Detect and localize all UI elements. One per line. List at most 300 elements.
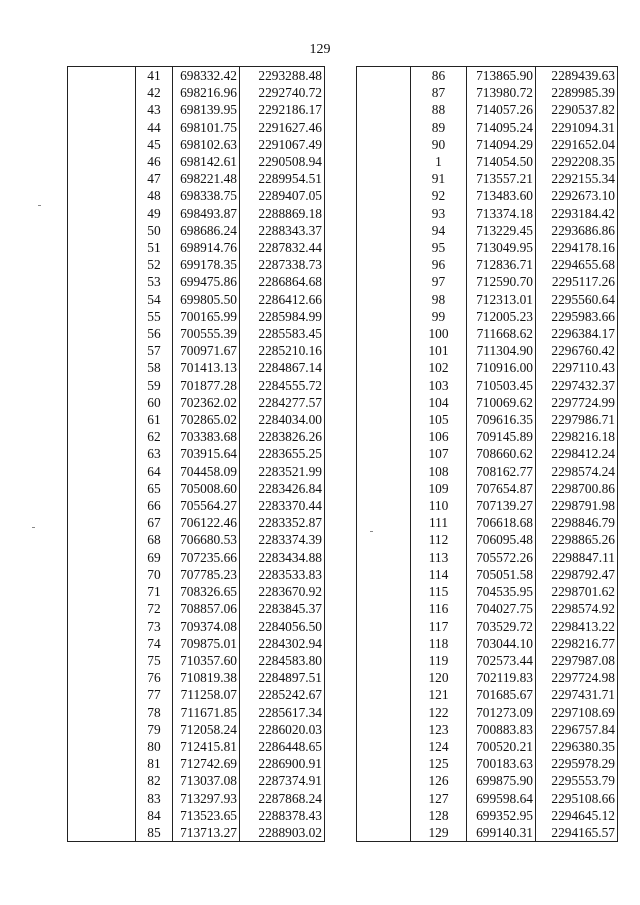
x-coordinate: 703044.10	[467, 635, 536, 652]
x-coordinate: 712415.81	[173, 738, 240, 755]
table-row	[68, 583, 325, 600]
point-number: 101	[411, 342, 467, 359]
blank-cell	[357, 101, 411, 118]
table-row	[357, 790, 618, 807]
y-coordinate: 2297987.08	[536, 652, 618, 669]
blank-cell	[68, 170, 136, 187]
table-row	[357, 136, 618, 153]
y-coordinate: 2285242.67	[240, 686, 325, 703]
coordinates-table-right	[356, 66, 618, 842]
point-number: 129	[411, 824, 467, 842]
y-coordinate: 2287832.44	[240, 239, 325, 256]
table-row	[357, 514, 618, 531]
x-coordinate: 710069.62	[467, 394, 536, 411]
point-number: 115	[411, 583, 467, 600]
blank-cell	[68, 618, 136, 635]
y-coordinate: 2297431.71	[536, 686, 618, 703]
point-number: 71	[136, 583, 173, 600]
table-row	[68, 170, 325, 187]
y-coordinate: 2298574.24	[536, 463, 618, 480]
y-coordinate: 2292673.10	[536, 187, 618, 204]
blank-cell	[357, 652, 411, 669]
blank-cell	[68, 738, 136, 755]
point-number: 50	[136, 222, 173, 239]
x-coordinate: 700883.83	[467, 721, 536, 738]
x-coordinate: 713713.27	[173, 824, 240, 842]
point-number: 70	[136, 566, 173, 583]
blank-cell	[68, 205, 136, 222]
table-row	[357, 359, 618, 376]
table-row	[68, 187, 325, 204]
blank-cell	[68, 480, 136, 497]
point-number: 44	[136, 119, 173, 136]
blank-cell	[68, 308, 136, 325]
x-coordinate: 711668.62	[467, 325, 536, 342]
table-row	[68, 635, 325, 652]
table-row	[68, 119, 325, 136]
table-row	[357, 342, 618, 359]
table-row	[357, 738, 618, 755]
blank-cell	[68, 824, 136, 842]
table-row	[68, 463, 325, 480]
point-number: 57	[136, 342, 173, 359]
x-coordinate: 698101.75	[173, 119, 240, 136]
y-coordinate: 2286864.68	[240, 273, 325, 290]
table-row	[68, 566, 325, 583]
x-coordinate: 714094.29	[467, 136, 536, 153]
x-coordinate: 711304.90	[467, 342, 536, 359]
x-coordinate: 703383.68	[173, 428, 240, 445]
point-number: 108	[411, 463, 467, 480]
y-coordinate: 2292186.17	[240, 101, 325, 118]
blank-cell	[357, 531, 411, 548]
table-row	[357, 411, 618, 428]
point-number: 116	[411, 600, 467, 617]
y-coordinate: 2283826.26	[240, 428, 325, 445]
table-row	[357, 428, 618, 445]
point-number: 96	[411, 256, 467, 273]
x-coordinate: 702865.02	[173, 411, 240, 428]
point-number: 107	[411, 445, 467, 462]
point-number: 53	[136, 273, 173, 290]
point-number: 126	[411, 772, 467, 789]
point-number: 82	[136, 772, 173, 789]
blank-cell	[357, 738, 411, 755]
point-number: 81	[136, 755, 173, 772]
y-coordinate: 2292155.34	[536, 170, 618, 187]
x-coordinate: 698221.48	[173, 170, 240, 187]
table-row	[68, 600, 325, 617]
y-coordinate: 2291067.49	[240, 136, 325, 153]
x-coordinate: 705564.27	[173, 497, 240, 514]
blank-cell	[68, 411, 136, 428]
table-row	[357, 531, 618, 548]
point-number: 66	[136, 497, 173, 514]
y-coordinate: 2283655.25	[240, 445, 325, 462]
table-row	[68, 704, 325, 721]
y-coordinate: 2298847.11	[536, 549, 618, 566]
x-coordinate: 714095.24	[467, 119, 536, 136]
blank-cell	[68, 222, 136, 239]
table-row	[68, 136, 325, 153]
y-coordinate: 2295108.66	[536, 790, 618, 807]
point-number: 78	[136, 704, 173, 721]
y-coordinate: 2298413.22	[536, 618, 618, 635]
x-coordinate: 700165.99	[173, 308, 240, 325]
x-coordinate: 701685.67	[467, 686, 536, 703]
table-row	[357, 170, 618, 187]
y-coordinate: 2284277.57	[240, 394, 325, 411]
y-coordinate: 2289954.51	[240, 170, 325, 187]
y-coordinate: 2285210.16	[240, 342, 325, 359]
table-row	[357, 377, 618, 394]
blank-cell	[357, 497, 411, 514]
point-number: 80	[136, 738, 173, 755]
point-number: 74	[136, 635, 173, 652]
y-coordinate: 2294165.57	[536, 824, 618, 842]
x-coordinate: 699875.90	[467, 772, 536, 789]
y-coordinate: 2298792.47	[536, 566, 618, 583]
point-number: 127	[411, 790, 467, 807]
y-coordinate: 2297986.71	[536, 411, 618, 428]
blank-cell	[68, 291, 136, 308]
table-row	[357, 205, 618, 222]
table-row	[357, 583, 618, 600]
y-coordinate: 2290537.82	[536, 101, 618, 118]
y-coordinate: 2284583.80	[240, 652, 325, 669]
blank-cell	[357, 153, 411, 170]
y-coordinate: 2294645.12	[536, 807, 618, 824]
y-coordinate: 2284034.00	[240, 411, 325, 428]
y-coordinate: 2298865.26	[536, 531, 618, 548]
x-coordinate: 705051.58	[467, 566, 536, 583]
x-coordinate: 699140.31	[467, 824, 536, 842]
point-number: 84	[136, 807, 173, 824]
x-coordinate: 698493.87	[173, 205, 240, 222]
x-coordinate: 714054.50	[467, 153, 536, 170]
point-number: 122	[411, 704, 467, 721]
table-row	[357, 308, 618, 325]
x-coordinate: 701273.09	[467, 704, 536, 721]
scan-speck	[32, 527, 35, 528]
blank-cell	[357, 704, 411, 721]
y-coordinate: 2289985.39	[536, 84, 618, 101]
y-coordinate: 2289439.63	[536, 67, 618, 85]
x-coordinate: 707654.87	[467, 480, 536, 497]
y-coordinate: 2284302.94	[240, 635, 325, 652]
blank-cell	[357, 411, 411, 428]
y-coordinate: 2293184.42	[536, 205, 618, 222]
x-coordinate: 700971.67	[173, 342, 240, 359]
point-number: 112	[411, 531, 467, 548]
table-row	[357, 291, 618, 308]
x-coordinate: 707235.66	[173, 549, 240, 566]
x-coordinate: 711258.07	[173, 686, 240, 703]
y-coordinate: 2283845.37	[240, 600, 325, 617]
table-row	[68, 291, 325, 308]
x-coordinate: 706680.53	[173, 531, 240, 548]
point-number: 64	[136, 463, 173, 480]
y-coordinate: 2285984.99	[240, 308, 325, 325]
table-row	[357, 549, 618, 566]
x-coordinate: 712058.24	[173, 721, 240, 738]
table-row	[68, 101, 325, 118]
table-row	[68, 618, 325, 635]
x-coordinate: 704458.09	[173, 463, 240, 480]
y-coordinate: 2295978.29	[536, 755, 618, 772]
blank-cell	[357, 222, 411, 239]
table-row	[357, 222, 618, 239]
blank-cell	[68, 755, 136, 772]
x-coordinate: 701413.13	[173, 359, 240, 376]
x-coordinate: 713523.65	[173, 807, 240, 824]
x-coordinate: 705008.60	[173, 480, 240, 497]
point-number: 58	[136, 359, 173, 376]
x-coordinate: 708660.62	[467, 445, 536, 462]
y-coordinate: 2291094.31	[536, 119, 618, 136]
table-row	[68, 342, 325, 359]
blank-cell	[68, 807, 136, 824]
point-number: 56	[136, 325, 173, 342]
y-coordinate: 2287338.73	[240, 256, 325, 273]
point-number: 85	[136, 824, 173, 842]
y-coordinate: 2286448.65	[240, 738, 325, 755]
blank-cell	[357, 721, 411, 738]
blank-cell	[357, 618, 411, 635]
x-coordinate: 708326.65	[173, 583, 240, 600]
blank-cell	[357, 239, 411, 256]
table-row	[357, 101, 618, 118]
y-coordinate: 2288903.02	[240, 824, 325, 842]
point-number: 47	[136, 170, 173, 187]
table-row	[68, 738, 325, 755]
blank-cell	[357, 583, 411, 600]
point-number: 98	[411, 291, 467, 308]
blank-cell	[68, 635, 136, 652]
blank-cell	[357, 772, 411, 789]
blank-cell	[68, 273, 136, 290]
point-number: 77	[136, 686, 173, 703]
y-coordinate: 2290508.94	[240, 153, 325, 170]
y-coordinate: 2286900.91	[240, 755, 325, 772]
table-row	[68, 721, 325, 738]
blank-cell	[68, 377, 136, 394]
table-row	[357, 394, 618, 411]
y-coordinate: 2284867.14	[240, 359, 325, 376]
table-row	[68, 273, 325, 290]
x-coordinate: 712836.71	[467, 256, 536, 273]
point-number: 41	[136, 67, 173, 85]
blank-cell	[68, 549, 136, 566]
table-row	[357, 480, 618, 497]
blank-cell	[357, 67, 411, 85]
table-row	[357, 755, 618, 772]
blank-cell	[68, 686, 136, 703]
y-coordinate: 2284897.51	[240, 669, 325, 686]
y-coordinate: 2291652.04	[536, 136, 618, 153]
blank-cell	[357, 549, 411, 566]
blank-cell	[68, 514, 136, 531]
table-row	[357, 67, 618, 85]
table-row	[357, 256, 618, 273]
x-coordinate: 698914.76	[173, 239, 240, 256]
point-number: 49	[136, 205, 173, 222]
y-coordinate: 2284555.72	[240, 377, 325, 394]
x-coordinate: 713037.08	[173, 772, 240, 789]
point-number: 60	[136, 394, 173, 411]
x-coordinate: 712590.70	[467, 273, 536, 290]
table-row	[68, 824, 325, 842]
x-coordinate: 712742.69	[173, 755, 240, 772]
blank-cell	[357, 807, 411, 824]
y-coordinate: 2284056.50	[240, 618, 325, 635]
x-coordinate: 709875.01	[173, 635, 240, 652]
blank-cell	[357, 824, 411, 842]
point-number: 79	[136, 721, 173, 738]
point-number: 104	[411, 394, 467, 411]
table-row	[357, 669, 618, 686]
blank-cell	[357, 394, 411, 411]
blank-cell	[68, 136, 136, 153]
point-number: 55	[136, 308, 173, 325]
point-number: 46	[136, 153, 173, 170]
blank-cell	[68, 721, 136, 738]
y-coordinate: 2293686.86	[536, 222, 618, 239]
x-coordinate: 704535.95	[467, 583, 536, 600]
y-coordinate: 2297432.37	[536, 377, 618, 394]
y-coordinate: 2283670.92	[240, 583, 325, 600]
x-coordinate: 700555.39	[173, 325, 240, 342]
point-number: 113	[411, 549, 467, 566]
x-coordinate: 702573.44	[467, 652, 536, 669]
blank-cell	[357, 273, 411, 290]
table-row	[357, 84, 618, 101]
blank-cell	[357, 755, 411, 772]
y-coordinate: 2298791.98	[536, 497, 618, 514]
table-row	[68, 67, 325, 85]
x-coordinate: 698102.63	[173, 136, 240, 153]
table-row	[68, 153, 325, 170]
blank-cell	[357, 205, 411, 222]
y-coordinate: 2295553.79	[536, 772, 618, 789]
point-number: 94	[411, 222, 467, 239]
blank-cell	[357, 480, 411, 497]
point-number: 124	[411, 738, 467, 755]
table-row	[357, 600, 618, 617]
table-row	[68, 359, 325, 376]
x-coordinate: 704027.75	[467, 600, 536, 617]
x-coordinate: 711671.85	[173, 704, 240, 721]
blank-cell	[68, 119, 136, 136]
table-row	[357, 153, 618, 170]
blank-cell	[357, 669, 411, 686]
y-coordinate: 2296380.35	[536, 738, 618, 755]
point-number: 88	[411, 101, 467, 118]
point-number: 48	[136, 187, 173, 204]
point-number: 119	[411, 652, 467, 669]
table-row	[357, 721, 618, 738]
table-row	[68, 497, 325, 514]
blank-cell	[357, 359, 411, 376]
x-coordinate: 698338.75	[173, 187, 240, 204]
table-row	[68, 755, 325, 772]
table-row	[68, 239, 325, 256]
y-coordinate: 2298846.79	[536, 514, 618, 531]
y-coordinate: 2296757.84	[536, 721, 618, 738]
y-coordinate: 2287868.24	[240, 790, 325, 807]
table-row	[357, 325, 618, 342]
blank-cell	[68, 325, 136, 342]
y-coordinate: 2298574.92	[536, 600, 618, 617]
point-number: 118	[411, 635, 467, 652]
point-number: 63	[136, 445, 173, 462]
point-number: 65	[136, 480, 173, 497]
point-number: 91	[411, 170, 467, 187]
y-coordinate: 2283521.99	[240, 463, 325, 480]
point-number: 62	[136, 428, 173, 445]
y-coordinate: 2288378.43	[240, 807, 325, 824]
y-coordinate: 2298412.24	[536, 445, 618, 462]
blank-cell	[68, 445, 136, 462]
blank-cell	[357, 635, 411, 652]
table-row	[68, 222, 325, 239]
point-number: 121	[411, 686, 467, 703]
y-coordinate: 2298700.86	[536, 480, 618, 497]
y-coordinate: 2292740.72	[240, 84, 325, 101]
y-coordinate: 2292208.35	[536, 153, 618, 170]
x-coordinate: 707785.23	[173, 566, 240, 583]
table-row	[68, 325, 325, 342]
y-coordinate: 2283434.88	[240, 549, 325, 566]
blank-cell	[68, 394, 136, 411]
x-coordinate: 698139.95	[173, 101, 240, 118]
point-number: 87	[411, 84, 467, 101]
blank-cell	[68, 704, 136, 721]
x-coordinate: 713980.72	[467, 84, 536, 101]
point-number: 69	[136, 549, 173, 566]
table-row	[357, 635, 618, 652]
blank-cell	[68, 566, 136, 583]
x-coordinate: 713049.95	[467, 239, 536, 256]
table-row	[68, 445, 325, 462]
blank-cell	[357, 308, 411, 325]
x-coordinate: 709374.08	[173, 618, 240, 635]
point-number: 86	[411, 67, 467, 85]
x-coordinate: 709616.35	[467, 411, 536, 428]
x-coordinate: 699475.86	[173, 273, 240, 290]
blank-cell	[68, 187, 136, 204]
blank-cell	[357, 136, 411, 153]
y-coordinate: 2295560.64	[536, 291, 618, 308]
blank-cell	[357, 445, 411, 462]
y-coordinate: 2285583.45	[240, 325, 325, 342]
y-coordinate: 2296760.42	[536, 342, 618, 359]
x-coordinate: 699178.35	[173, 256, 240, 273]
table-row	[68, 686, 325, 703]
x-coordinate: 706618.68	[467, 514, 536, 531]
table-row	[357, 239, 618, 256]
blank-cell	[357, 463, 411, 480]
table-row	[68, 411, 325, 428]
point-number: 106	[411, 428, 467, 445]
point-number: 123	[411, 721, 467, 738]
point-number: 99	[411, 308, 467, 325]
point-number: 45	[136, 136, 173, 153]
table-row	[357, 497, 618, 514]
x-coordinate: 698142.61	[173, 153, 240, 170]
point-number: 110	[411, 497, 467, 514]
table-row	[68, 480, 325, 497]
